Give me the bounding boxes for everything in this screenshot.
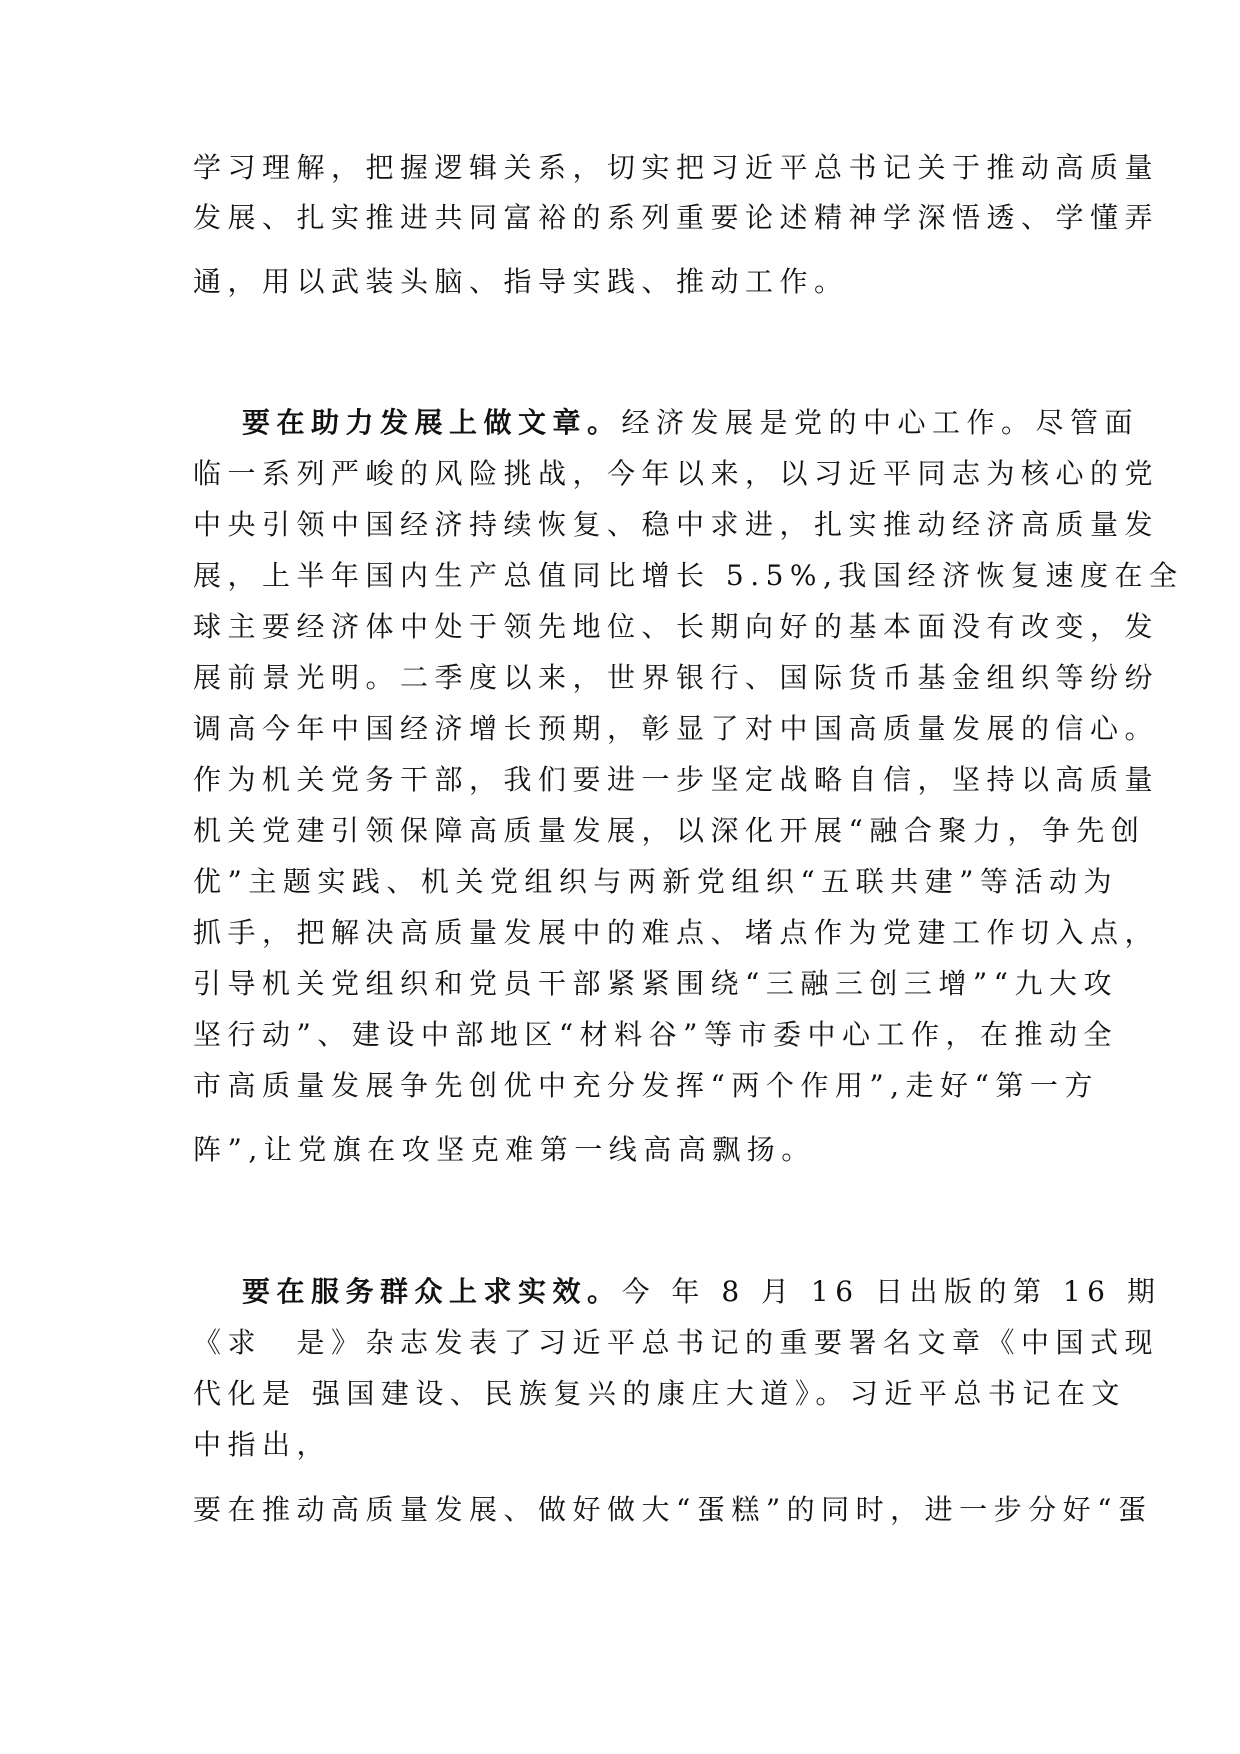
paragraph-first-line [242,403,1140,443]
paragraph-line: 优”主题实践、机关党组织与两新党组织“五联共建”等活动为 [193,865,1118,898]
paragraph-line: 要在推动高质量发展、做好做大“蛋糕”的同时，进一步分好“蛋 [193,1493,1153,1526]
paragraph-lead: 要在助力发展上做文章。 [242,406,622,439]
paragraph-line: 学习理解，把握逻辑关系，切实把习近平总书记关于推动高质量 [193,151,1160,184]
paragraph-first-line [242,1272,1162,1312]
paragraph-line: 坚行动”、建设中部地区“材料谷”等市委中心工作，在推动全 [193,1018,1118,1051]
paragraph-line: 通，用以武装头脑、指导实践、推动工作。 [193,265,849,298]
paragraph-line: 作为机关党务干部，我们要进一步坚定战略自信，坚持以高质量 [193,763,1160,796]
paragraph-line: 调高今年中国经济增长预期，彰显了对中国高质量发展的信心。 [193,712,1160,745]
paragraph-line: 阵”,让党旗在攻坚克难第一线高高飘扬。 [193,1133,816,1166]
paragraph-line: 市高质量发展争先创优中充分发挥“两个作用”,走好“第一方 [193,1069,1099,1102]
paragraph-line: 球主要经济体中处于领先地位、长期向好的基本面没有改变，发 [193,610,1160,643]
paragraph-line: 发展、扎实推进共同富裕的系列重要论述精神学深悟透、学懂弄 [193,201,1160,234]
paragraph-line: 展，上半年国内生产总值同比增长 5.5%,我国经济恢复速度在全 [193,559,1184,592]
paragraph-line: 机关党建引领保障高质量发展，以深化开展“融合聚力，争先创 [193,814,1146,847]
paragraph-lead: 要在服务群众上求实效。 [242,1275,622,1308]
paragraph-line: 中央引领中国经济持续恢复、稳中求进，扎实推动经济高质量发 [193,508,1160,541]
paragraph-line: 《求 是》杂志发表了习近平总书记的重要署名文章《中国式现 [193,1326,1160,1359]
paragraph-text: 今 年 8 月 16 日出版的第 16 期 [621,1275,1162,1308]
paragraph-line: 代化是 强国建设、民族复兴的康庄大道》。习近平总书记在文 [193,1377,1126,1410]
paragraph-line: 抓手，把解决高质量发展中的难点、堵点作为党建工作切入点， [193,916,1160,949]
paragraph-line: 引导机关党组织和党员干部紧紧围绕“三融三创三增”“九大攻 [193,967,1118,1000]
paragraph-line: 临一系列严峻的风险挑战，今年以来，以习近平同志为核心的党 [193,457,1160,490]
paragraph-line: 中指出， [193,1428,332,1461]
paragraph-line: 展前景光明。二季度以来，世界银行、国际货币基金组织等纷纷 [193,661,1160,694]
paragraph-text: 经济发展是党的中心工作。尽管面 [621,406,1140,439]
